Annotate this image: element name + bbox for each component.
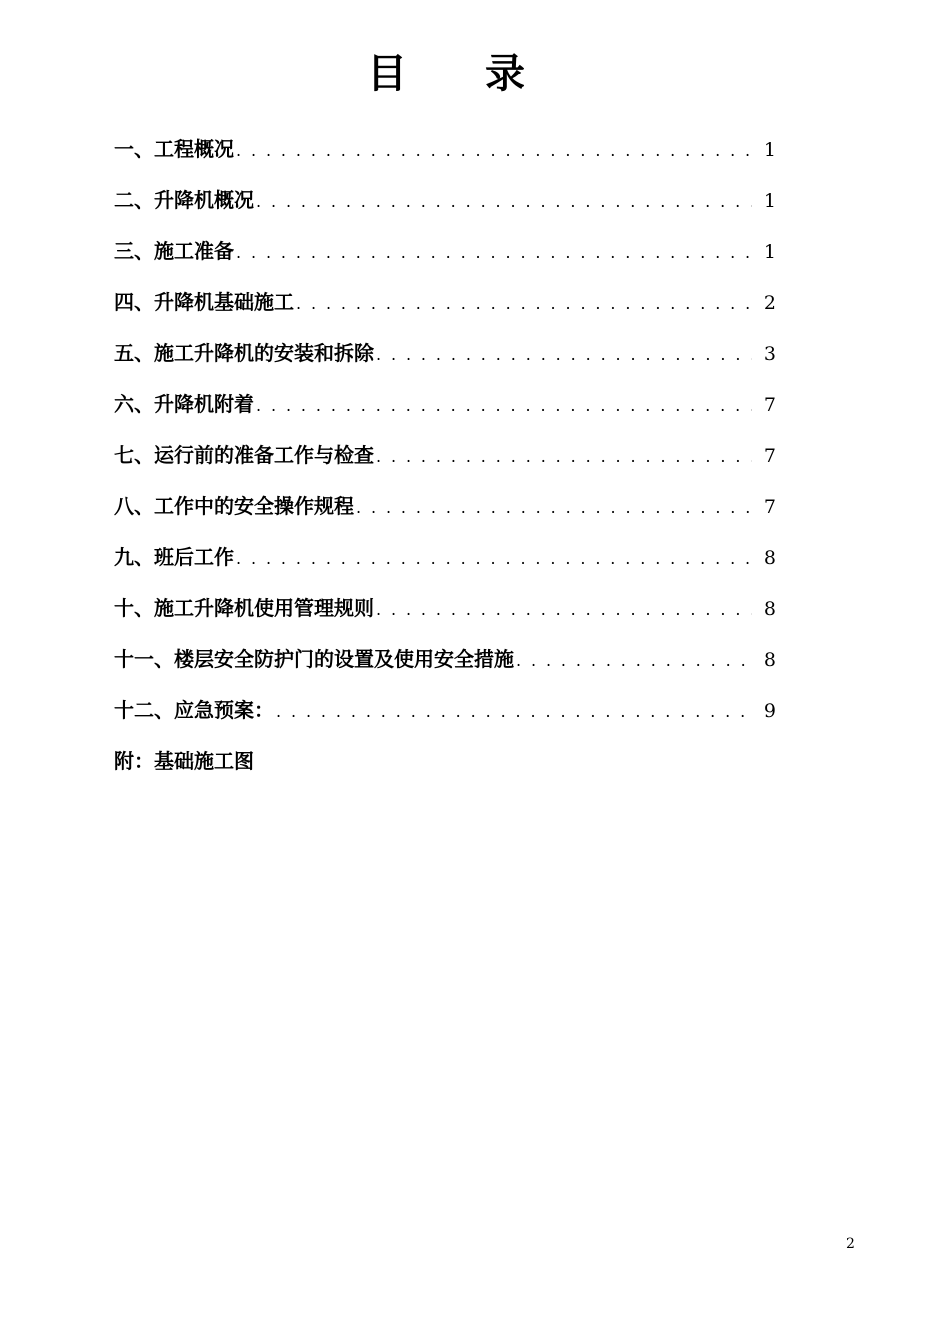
toc-entry[interactable] xyxy=(114,638,776,689)
toc-entry-label: 一、工程概况 xyxy=(114,137,234,161)
toc-entry-page: 3 xyxy=(763,343,776,365)
appendix-entry: 附：基础施工图 xyxy=(114,749,254,773)
toc-entry-label: 九、班后工作 xyxy=(114,545,234,569)
toc-leader-dots xyxy=(376,436,752,478)
page-number: 2 xyxy=(846,1236,855,1252)
toc-leader-dots xyxy=(256,385,752,427)
toc-leader-dots xyxy=(376,334,752,376)
toc-leader-dots xyxy=(236,130,752,172)
toc-leader-dots xyxy=(256,181,752,223)
toc-entry-page: 8 xyxy=(763,547,776,569)
toc-entry[interactable] xyxy=(114,128,776,179)
toc-entry-page: 1 xyxy=(763,139,776,161)
toc-entry-label: 五、施工升降机的安装和拆除 xyxy=(114,341,374,365)
toc-entry[interactable] xyxy=(114,230,776,281)
toc-entry-label: 八、工作中的安全操作规程 xyxy=(114,494,354,518)
toc-leader-dots xyxy=(516,640,752,682)
toc-entry[interactable] xyxy=(114,485,776,536)
toc-entry[interactable] xyxy=(114,434,776,485)
toc-entry-page: 2 xyxy=(763,292,776,314)
toc-entry[interactable] xyxy=(114,689,776,740)
toc-entry-page: 7 xyxy=(763,496,776,518)
toc-leader-dots xyxy=(376,589,752,631)
toc-entry-label: 七、运行前的准备工作与检查 xyxy=(114,443,374,467)
toc-entry[interactable] xyxy=(114,383,776,434)
toc-entry[interactable] xyxy=(114,179,776,230)
toc-entry-label: 四、升降机基础施工 xyxy=(114,290,294,314)
toc-entry-page: 9 xyxy=(763,700,776,722)
toc-entry-page: 8 xyxy=(763,598,776,620)
toc-leader-dots xyxy=(296,283,752,325)
toc-leader-dots xyxy=(236,538,752,580)
toc-entry-label: 三、施工准备 xyxy=(114,239,234,263)
toc-leader-dots xyxy=(236,232,752,274)
toc-entry-page: 8 xyxy=(763,649,776,671)
toc-list xyxy=(114,128,776,740)
toc-entry-page: 1 xyxy=(763,190,776,212)
toc-entry[interactable] xyxy=(114,536,776,587)
toc-entry[interactable] xyxy=(114,281,776,332)
toc-leader-dots xyxy=(356,487,752,529)
toc-entry-label: 十二、应急预案： xyxy=(114,698,274,722)
toc-leader-dots xyxy=(276,691,752,733)
toc-entry-page: 1 xyxy=(763,241,776,263)
toc-entry[interactable] xyxy=(114,587,776,638)
toc-entry[interactable] xyxy=(114,332,776,383)
toc-entry-label: 二、升降机概况 xyxy=(114,188,254,212)
toc-entry-label: 十、施工升降机使用管理规则 xyxy=(114,596,374,620)
toc-entry-page: 7 xyxy=(763,445,776,467)
toc-entry-page: 7 xyxy=(763,394,776,416)
toc-entry-label: 六、升降机附着 xyxy=(114,392,254,416)
toc-title: 目录 xyxy=(367,51,603,97)
toc-entry-label: 十一、楼层安全防护门的设置及使用安全措施 xyxy=(114,647,514,671)
